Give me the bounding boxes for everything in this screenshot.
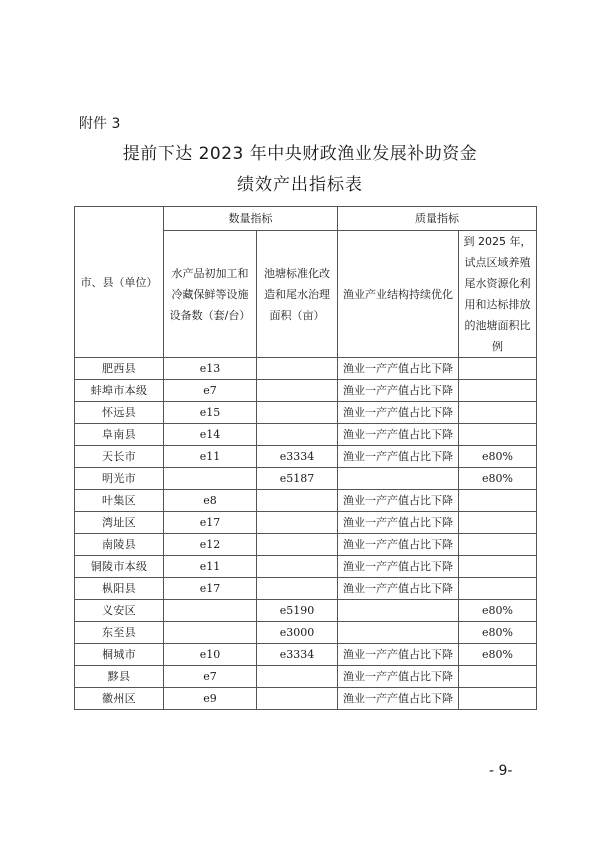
county-name-cell: 肥西县 (75, 358, 164, 380)
row-header: 市、县（单位） (75, 207, 164, 358)
table-row (75, 600, 537, 622)
pond-area-cell (257, 358, 338, 380)
structure-indicator-cell: 渔业一产产值占比下降 (338, 358, 459, 380)
pond-ratio-cell (459, 534, 537, 556)
pond-ratio-cell: e80% (459, 468, 537, 490)
structure-indicator-cell: 渔业一产产值占比下降 (338, 688, 459, 710)
equipment-count-cell: e17 (164, 578, 257, 600)
structure-indicator-cell: 渔业一产产值占比下降 (338, 556, 459, 578)
pond-ratio-cell (459, 402, 537, 424)
page-title: 提前下达 2023 年中央财政渔业发展补助资金 (122, 144, 478, 164)
equipment-count-cell: e7 (164, 666, 257, 688)
pond-ratio-cell: e80% (459, 644, 537, 666)
pond-ratio-cell (459, 490, 537, 512)
equipment-count-cell (164, 622, 257, 644)
equipment-count-cell (164, 600, 257, 622)
pond-ratio-cell: e80% (459, 622, 537, 644)
pond-ratio-cell (459, 424, 537, 446)
structure-indicator-cell (338, 468, 459, 490)
county-name-cell: 铜陵市本级 (75, 556, 164, 578)
equipment-count-cell: e8 (164, 490, 257, 512)
structure-indicator-cell: 渔业一产产值占比下降 (338, 666, 459, 688)
table-row (75, 424, 537, 446)
pond-ratio-cell (459, 666, 537, 688)
page-subtitle: 绩效产出指标表 (237, 175, 363, 195)
structure-indicator-cell: 渔业一产产值占比下降 (338, 424, 459, 446)
equipment-count-cell: e7 (164, 380, 257, 402)
county-name-cell: 湾址区 (75, 512, 164, 534)
county-name-cell: 义安区 (75, 600, 164, 622)
structure-indicator-cell (338, 622, 459, 644)
structure-indicator-cell: 渔业一产产值占比下降 (338, 512, 459, 534)
table-row (75, 380, 537, 402)
indicator-table (74, 206, 537, 710)
county-name-cell: 徽州区 (75, 688, 164, 710)
col-pond-header: 池塘标准化改造和尾水治理面积（亩） (257, 231, 338, 358)
pond-ratio-cell (459, 556, 537, 578)
equipment-count-cell: e14 (164, 424, 257, 446)
table-row (75, 556, 537, 578)
county-name-cell: 蚌埠市本级 (75, 380, 164, 402)
equipment-count-cell: e11 (164, 556, 257, 578)
col-equipment-header: 水产品初加工和冷藏保鲜等设施设备数（套/台） (164, 231, 257, 358)
attachment-label: 附件 3 (79, 116, 121, 132)
county-name-cell: 黟县 (75, 666, 164, 688)
county-name-cell: 阜南县 (75, 424, 164, 446)
structure-indicator-cell: 渔业一产产值占比下降 (338, 578, 459, 600)
pond-area-cell: e5187 (257, 468, 338, 490)
pond-area-cell (257, 578, 338, 600)
pond-area-cell: e3000 (257, 622, 338, 644)
county-name-cell: 桐城市 (75, 644, 164, 666)
table-row (75, 666, 537, 688)
structure-indicator-cell: 渔业一产产值占比下降 (338, 380, 459, 402)
county-name-cell: 天长市 (75, 446, 164, 468)
group-quantity-header: 数量指标 (164, 207, 338, 231)
equipment-count-cell: e15 (164, 402, 257, 424)
pond-area-cell: e5190 (257, 600, 338, 622)
table-row (75, 446, 537, 468)
table-row (75, 490, 537, 512)
table-row (75, 534, 537, 556)
table-row (75, 578, 537, 600)
pond-ratio-cell (459, 358, 537, 380)
county-name-cell: 叶集区 (75, 490, 164, 512)
pond-ratio-cell (459, 688, 537, 710)
structure-indicator-cell: 渔业一产产值占比下降 (338, 534, 459, 556)
pond-area-cell (257, 512, 338, 534)
pond-area-cell (257, 490, 338, 512)
pond-ratio-cell (459, 578, 537, 600)
pond-area-cell (257, 688, 338, 710)
equipment-count-cell: e11 (164, 446, 257, 468)
table-row (75, 402, 537, 424)
county-name-cell: 明光市 (75, 468, 164, 490)
pond-ratio-cell (459, 512, 537, 534)
pond-area-cell (257, 534, 338, 556)
table-row (75, 512, 537, 534)
table-row (75, 468, 537, 490)
table-row (75, 358, 537, 380)
page-number: - 9- (489, 763, 513, 779)
pond-area-cell (257, 402, 338, 424)
pond-area-cell (257, 424, 338, 446)
county-name-cell: 怀远县 (75, 402, 164, 424)
pond-ratio-cell (459, 380, 537, 402)
table-row (75, 622, 537, 644)
pond-ratio-cell: e80% (459, 446, 537, 468)
table-row (75, 644, 537, 666)
group-quality-header: 质量指标 (338, 207, 537, 231)
equipment-count-cell: e17 (164, 512, 257, 534)
table-row (75, 688, 537, 710)
county-name-cell: 枞阳县 (75, 578, 164, 600)
pond-area-cell (257, 380, 338, 402)
structure-indicator-cell: 渔业一产产值占比下降 (338, 446, 459, 468)
county-name-cell: 东至县 (75, 622, 164, 644)
structure-indicator-cell: 渔业一产产值占比下降 (338, 644, 459, 666)
pond-area-cell: e3334 (257, 446, 338, 468)
pond-area-cell (257, 666, 338, 688)
equipment-count-cell: e12 (164, 534, 257, 556)
col-ratio-header: 到 2025 年，试点区域养殖尾水资源化利用和达标排放的池塘面积比例 (459, 231, 537, 358)
structure-indicator-cell (338, 600, 459, 622)
structure-indicator-cell: 渔业一产产值占比下降 (338, 490, 459, 512)
equipment-count-cell: e13 (164, 358, 257, 380)
col-structure-header: 渔业产业结构持续优化 (338, 231, 459, 358)
pond-area-cell: e3334 (257, 644, 338, 666)
pond-area-cell (257, 556, 338, 578)
equipment-count-cell: e9 (164, 688, 257, 710)
equipment-count-cell (164, 468, 257, 490)
county-name-cell: 南陵县 (75, 534, 164, 556)
pond-ratio-cell: e80% (459, 600, 537, 622)
equipment-count-cell: e10 (164, 644, 257, 666)
structure-indicator-cell: 渔业一产产值占比下降 (338, 402, 459, 424)
